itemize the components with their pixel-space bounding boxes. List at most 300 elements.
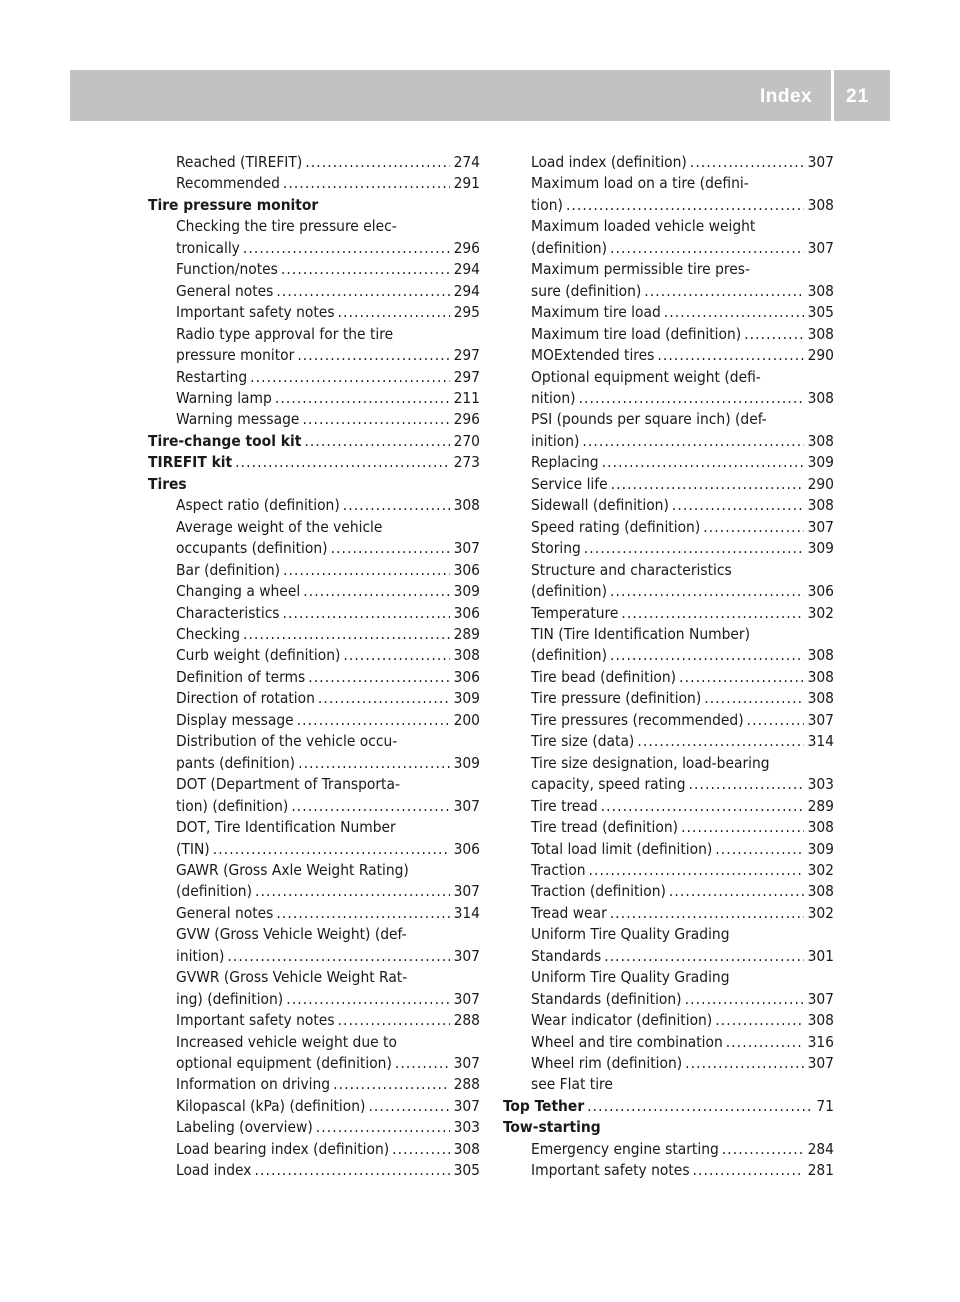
dot-leader [610, 903, 804, 924]
dot-leader [291, 796, 449, 817]
section-title: Index [760, 86, 813, 107]
page-reference[interactable]: 303 [453, 1118, 480, 1137]
index-subentry [503, 302, 834, 323]
index-subentry [503, 538, 834, 559]
entry-text-wrapped: Maximum permissible tire pres- [531, 260, 750, 279]
entry-text-wrapped: DOT (Department of Transporta- [176, 775, 400, 794]
entry-text-wrapped: GVW (Gross Vehicle Weight) (def- [176, 925, 407, 944]
page-reference[interactable]: 307 [453, 796, 480, 815]
entry-text: (definition) [176, 882, 252, 901]
index-subentry [148, 1117, 480, 1138]
page-reference[interactable]: 200 [453, 710, 480, 729]
dot-leader [368, 1096, 449, 1117]
entry-text: capacity, speed rating [531, 775, 686, 794]
page-reference[interactable]: 305 [453, 1161, 480, 1180]
entry-text: Replacing [531, 453, 599, 472]
index-subentry [503, 903, 834, 924]
entry-text: Curb weight (definition) [176, 646, 341, 665]
dot-leader [343, 645, 449, 666]
index-subentry [148, 495, 480, 516]
page-reference[interactable]: 302 [807, 903, 834, 922]
dot-leader [602, 452, 804, 473]
dot-leader [610, 645, 804, 666]
dot-leader [286, 989, 449, 1010]
entry-text: Tire tread (definition) [531, 818, 679, 837]
dot-leader [672, 495, 804, 516]
page-reference[interactable]: 307 [807, 989, 834, 1008]
entry-text: inition) [176, 946, 225, 965]
dot-leader [621, 603, 803, 624]
page-reference[interactable]: 291 [453, 174, 480, 193]
dot-leader [275, 388, 450, 409]
index-subentry [503, 1160, 834, 1181]
entry-text: (definition) [531, 646, 607, 665]
entry-text: Service life [531, 474, 608, 493]
entry-text-wrapped: Increased vehicle weight due to [176, 1032, 397, 1051]
dot-leader [747, 710, 804, 731]
dot-leader [243, 238, 450, 259]
page-reference[interactable]: 309 [453, 582, 480, 601]
entry-text: Traction (definition) [531, 882, 666, 901]
entry-text-wrapped: Uniform Tire Quality Grading [531, 925, 730, 944]
index-subentry [148, 989, 480, 1010]
index-subentry [503, 817, 834, 838]
dot-leader [610, 581, 804, 602]
dot-leader [227, 946, 449, 967]
dot-leader [669, 881, 804, 902]
index-entry [148, 452, 480, 473]
dot-leader [703, 517, 803, 538]
page-reference[interactable]: 307 [807, 153, 834, 171]
entry-text: pants (definition) [176, 753, 296, 772]
index-subentry [148, 152, 480, 173]
page-reference[interactable]: 295 [453, 303, 480, 322]
entry-text: Emergency engine starting [531, 1139, 719, 1158]
page-reference[interactable]: 307 [453, 1096, 480, 1115]
entry-text-wrapped: DOT, Tire Identification Number [176, 818, 396, 837]
header-divider [831, 70, 834, 121]
entry-text: ing) (definition) [176, 989, 284, 1008]
dot-leader [308, 667, 449, 688]
dot-leader [704, 688, 803, 709]
page-reference[interactable]: 302 [807, 860, 834, 879]
page-reference[interactable]: 314 [807, 732, 834, 751]
index-subentry [148, 645, 480, 666]
index-subentry [148, 560, 480, 581]
dot-leader [395, 1053, 450, 1074]
entry-text: Maximum tire load [531, 303, 661, 322]
dot-leader [566, 195, 804, 216]
page-reference[interactable]: 307 [807, 517, 834, 536]
dot-leader [610, 238, 804, 259]
entry-text: (TIN) [176, 839, 210, 858]
page-reference[interactable]: 303 [807, 775, 834, 794]
index-subentry [148, 1139, 480, 1160]
index-column-right [503, 152, 834, 1182]
page-reference[interactable]: 306 [453, 839, 480, 858]
index-subentry [503, 195, 834, 216]
entry-text-wrapped: TIN (Tire Identification Number) [531, 624, 751, 643]
dot-leader [584, 538, 804, 559]
dot-leader [726, 1032, 804, 1053]
entry-text-wrapped: Maximum load on a tire (defini- [531, 174, 749, 193]
index-subentry [148, 259, 480, 280]
entry-text: Display message [176, 710, 294, 729]
entry-text: optional equipment (definition) [176, 1054, 392, 1073]
dot-leader [316, 1117, 450, 1138]
page-reference[interactable]: 71 [816, 1096, 834, 1115]
page-reference[interactable]: 309 [807, 453, 834, 472]
index-subentry [503, 324, 834, 345]
index-subentry [503, 238, 834, 259]
index-subentry [148, 903, 480, 924]
page-reference[interactable]: 308 [807, 1011, 834, 1030]
page-reference[interactable]: 296 [453, 410, 480, 429]
page-reference[interactable]: 308 [807, 818, 834, 837]
dot-leader [304, 431, 449, 452]
page-reference[interactable]: 274 [453, 153, 480, 171]
page-reference[interactable]: 307 [453, 989, 480, 1008]
index-subentry [148, 710, 480, 731]
index-subentry [148, 345, 480, 366]
dot-leader [587, 1096, 812, 1117]
dot-leader [657, 345, 803, 366]
index-heading: Tire pressure monitor [148, 195, 319, 214]
page-number: 21 [846, 86, 870, 107]
index-subentry [503, 581, 834, 602]
dot-leader [685, 989, 804, 1010]
index-subentry [503, 495, 834, 516]
index-subentry [148, 581, 480, 602]
entry-text: Important safety notes [176, 303, 335, 322]
dot-leader [693, 1160, 804, 1181]
page-reference[interactable]: 294 [453, 260, 480, 279]
dot-leader [589, 860, 804, 881]
entry-text-wrapped: Tire size designation, load-bearing [531, 753, 770, 772]
entry-text: Tire pressures (recommended) [531, 710, 744, 729]
page-reference[interactable]: 308 [453, 496, 480, 515]
page-reference[interactable]: 211 [453, 388, 480, 407]
entry-text: tronically [176, 238, 240, 257]
page-reference[interactable]: 296 [453, 238, 480, 257]
dot-leader [283, 173, 450, 194]
index-subentry [148, 1074, 480, 1095]
dot-leader [302, 409, 449, 430]
dot-leader [715, 1010, 803, 1031]
index-heading: Tow-starting [503, 1118, 601, 1137]
dot-leader [637, 731, 803, 752]
index-subentry [148, 367, 480, 388]
index-subentry [503, 946, 834, 967]
dot-leader [604, 946, 803, 967]
page-reference[interactable]: 308 [807, 195, 834, 214]
entry-text: Load index [176, 1161, 252, 1180]
dot-leader [664, 302, 804, 323]
index-subentry [148, 881, 480, 902]
entry-text: Wheel and tire combination [531, 1032, 723, 1051]
page-reference[interactable]: 294 [453, 281, 480, 300]
entry-text: Tire size (data) [531, 732, 635, 751]
entry-text: Definition of terms [176, 667, 306, 686]
dot-leader [338, 302, 450, 323]
index-subentry [148, 238, 480, 259]
page-reference[interactable]: 308 [807, 388, 834, 407]
dot-leader [644, 281, 803, 302]
page-reference[interactable]: 289 [807, 796, 834, 815]
entry-text: Changing a wheel [176, 582, 301, 601]
index-subentry [148, 839, 480, 860]
page-reference[interactable]: 308 [807, 496, 834, 515]
entry-text: Wheel rim (definition) [531, 1054, 683, 1073]
index-subentry [503, 645, 834, 666]
index-subentry [148, 753, 480, 774]
entry-text: pressure monitor [176, 346, 295, 365]
page-reference[interactable]: 309 [807, 539, 834, 558]
index-heading: Tires [148, 474, 187, 493]
dot-leader [715, 839, 803, 860]
page-reference[interactable]: 307 [807, 1054, 834, 1073]
index-subentry [148, 173, 480, 194]
dot-leader [690, 152, 804, 173]
entry-text: sure (definition) [531, 281, 642, 300]
dot-leader [343, 495, 450, 516]
dot-leader [305, 152, 449, 173]
entry-text: Aspect ratio (definition) [176, 496, 340, 515]
index-subentry [148, 1160, 480, 1181]
entry-text: tion) (definition) [176, 796, 289, 815]
page-reference[interactable]: 307 [453, 1054, 480, 1073]
dot-leader [235, 452, 449, 473]
index-subentry [503, 517, 834, 538]
dot-leader [679, 667, 803, 688]
index-subentry [503, 1053, 834, 1074]
entry-text: General notes [176, 281, 274, 300]
entry-text: (definition) [531, 582, 607, 601]
index-subentry [503, 152, 834, 173]
dot-leader [333, 1074, 449, 1095]
dot-leader [681, 817, 804, 838]
entry-text: Kilopascal (kPa) (definition) [176, 1096, 366, 1115]
page-reference[interactable]: 307 [807, 238, 834, 257]
entry-text-wrapped: Radio type approval for the tire [176, 324, 394, 343]
dot-leader [582, 431, 803, 452]
page-reference[interactable]: 316 [807, 1032, 834, 1051]
dot-leader [318, 688, 450, 709]
index-subentry [503, 989, 834, 1010]
dot-leader [744, 324, 803, 345]
dot-leader [392, 1139, 449, 1160]
index-subentry [503, 281, 834, 302]
dot-leader [283, 603, 450, 624]
entry-text: tion) [531, 195, 563, 214]
entry-text: Sidewall (definition) [531, 496, 669, 515]
entry-text: Traction [531, 860, 586, 879]
entry-text: Load bearing index (definition) [176, 1139, 390, 1158]
entry-text: Top Tether [503, 1096, 585, 1115]
entry-text: Important safety notes [531, 1161, 690, 1180]
entry-text: Restarting [176, 367, 248, 386]
dot-leader [297, 710, 450, 731]
entry-text: Checking [176, 624, 241, 643]
entry-text: Tread wear [531, 903, 607, 922]
index-subentry [503, 474, 834, 495]
page-reference[interactable]: 305 [807, 303, 834, 322]
page-reference[interactable]: 297 [453, 367, 480, 386]
page-reference[interactable]: 270 [453, 431, 480, 450]
page-reference[interactable]: 306 [453, 560, 480, 579]
entry-text: Warning message [176, 410, 300, 429]
index-subentry [148, 1096, 480, 1117]
index-subentry [503, 603, 834, 624]
entry-text: Total load limit (definition) [531, 839, 713, 858]
page-reference[interactable]: 307 [807, 710, 834, 729]
page-reference[interactable]: 273 [453, 453, 480, 472]
entry-text: Information on driving [176, 1075, 331, 1094]
page-reference[interactable]: 307 [453, 882, 480, 901]
entry-text: Storing [531, 539, 581, 558]
page-reference[interactable]: 297 [453, 346, 480, 365]
dot-leader [281, 259, 450, 280]
index-subentry [503, 345, 834, 366]
index-subentry [148, 1010, 480, 1031]
index-subentry [503, 1139, 834, 1160]
page-reference[interactable]: 301 [807, 946, 834, 965]
entry-text-wrapped: Average weight of the vehicle [176, 517, 383, 536]
entry-text: Labeling (overview) [176, 1118, 313, 1137]
dot-leader [338, 1010, 450, 1031]
index-subentry [148, 281, 480, 302]
index-subentry [148, 796, 480, 817]
dot-leader [283, 560, 450, 581]
entry-text: General notes [176, 903, 274, 922]
entry-text: Characteristics [176, 603, 280, 622]
index-subentry [148, 1053, 480, 1074]
entry-text-wrapped: GAWR (Gross Axle Weight Rating) [176, 860, 409, 879]
index-subentry [148, 603, 480, 624]
entry-text-wrapped: Optional equipment weight (defi- [531, 367, 761, 386]
entry-text-wrapped: Checking the tire pressure elec- [176, 217, 397, 236]
page-reference[interactable]: 308 [807, 281, 834, 300]
entry-text: Tire tread [531, 796, 598, 815]
entry-text: Direction of rotation [176, 689, 315, 708]
page-reference[interactable]: 308 [807, 689, 834, 708]
entry-text: Load index (definition) [531, 153, 687, 171]
dot-leader [611, 474, 804, 495]
index-subentry [503, 1032, 834, 1053]
entry-text-wrapped: Structure and characteristics [531, 560, 732, 579]
dot-leader [685, 1053, 803, 1074]
entry-text: Speed rating (definition) [531, 517, 701, 536]
index-subentry [503, 860, 834, 881]
entry-text: nition) [531, 388, 576, 407]
entry-text-wrapped: GVWR (Gross Vehicle Weight Rat- [176, 968, 408, 987]
dot-leader [579, 388, 804, 409]
entry-text: Important safety notes [176, 1011, 335, 1030]
index-subentry [503, 839, 834, 860]
page-reference[interactable]: 306 [453, 603, 480, 622]
entry-text-wrapped: see Flat tire [531, 1075, 613, 1094]
entry-text: Recommended [176, 174, 280, 193]
index-subentry [503, 731, 834, 752]
page-reference[interactable]: 314 [453, 903, 480, 922]
index-subentry [503, 688, 834, 709]
dot-leader [250, 367, 449, 388]
dot-leader [331, 538, 450, 559]
page-reference[interactable]: 290 [807, 474, 834, 493]
entry-text: TIREFIT kit [148, 453, 233, 472]
page-reference[interactable]: 308 [807, 667, 834, 686]
entry-text: Standards (definition) [531, 989, 682, 1008]
index-subentry [148, 667, 480, 688]
page-reference[interactable]: 308 [807, 431, 834, 450]
entry-text: Tire-change tool kit [148, 431, 302, 450]
entry-text-wrapped: PSI (pounds per square inch) (def- [531, 410, 767, 429]
entry-text-wrapped: Distribution of the vehicle occu- [176, 732, 398, 751]
index-subentry [503, 667, 834, 688]
entry-text-wrapped: Maximum loaded vehicle weight [531, 217, 756, 236]
index-subentry [148, 688, 480, 709]
page-reference[interactable]: 290 [807, 346, 834, 365]
page-reference[interactable]: 308 [807, 324, 834, 343]
index-entry [503, 1096, 834, 1117]
index-subentry [503, 388, 834, 409]
page-reference[interactable]: 288 [453, 1075, 480, 1094]
entry-text: occupants (definition) [176, 539, 328, 558]
page-reference[interactable]: 308 [453, 646, 480, 665]
page-reference[interactable]: 308 [807, 646, 834, 665]
entry-text: MOExtended tires [531, 346, 655, 365]
dot-leader [722, 1139, 804, 1160]
index-column-left [148, 152, 480, 1182]
page-reference[interactable]: 306 [453, 667, 480, 686]
dot-leader [297, 345, 449, 366]
page-reference[interactable]: 289 [453, 624, 480, 643]
entry-text: Warning lamp [176, 388, 272, 407]
entry-text: Temperature [531, 603, 619, 622]
page-reference[interactable]: 281 [807, 1161, 834, 1180]
page-reference[interactable]: 308 [453, 1139, 480, 1158]
dot-leader [303, 581, 449, 602]
page-reference[interactable]: 284 [807, 1139, 834, 1158]
dot-leader [254, 1160, 449, 1181]
index-subentry [503, 881, 834, 902]
index-subentry [148, 302, 480, 323]
index-subentry [148, 538, 480, 559]
index-subentry [503, 710, 834, 731]
page-reference[interactable]: 302 [807, 603, 834, 622]
entry-text: inition) [531, 431, 580, 450]
index-subentry [503, 452, 834, 473]
index-subentry [503, 774, 834, 795]
entry-text: Wear indicator (definition) [531, 1011, 713, 1030]
dot-leader [243, 624, 450, 645]
index-subentry [148, 388, 480, 409]
entry-text: Reached (TIREFIT) [176, 153, 303, 171]
page-reference[interactable]: 307 [453, 946, 480, 965]
page-reference[interactable]: 309 [453, 689, 480, 708]
dot-leader [298, 753, 449, 774]
page-reference[interactable]: 309 [807, 839, 834, 858]
page-reference[interactable]: 308 [807, 882, 834, 901]
page-reference[interactable]: 307 [453, 539, 480, 558]
page-reference[interactable]: 306 [807, 582, 834, 601]
dot-leader [276, 281, 449, 302]
dot-leader [213, 839, 450, 860]
page-reference[interactable]: 309 [453, 753, 480, 772]
page-reference[interactable]: 288 [453, 1011, 480, 1030]
index-subentry [148, 409, 480, 430]
index-subentry [503, 431, 834, 452]
